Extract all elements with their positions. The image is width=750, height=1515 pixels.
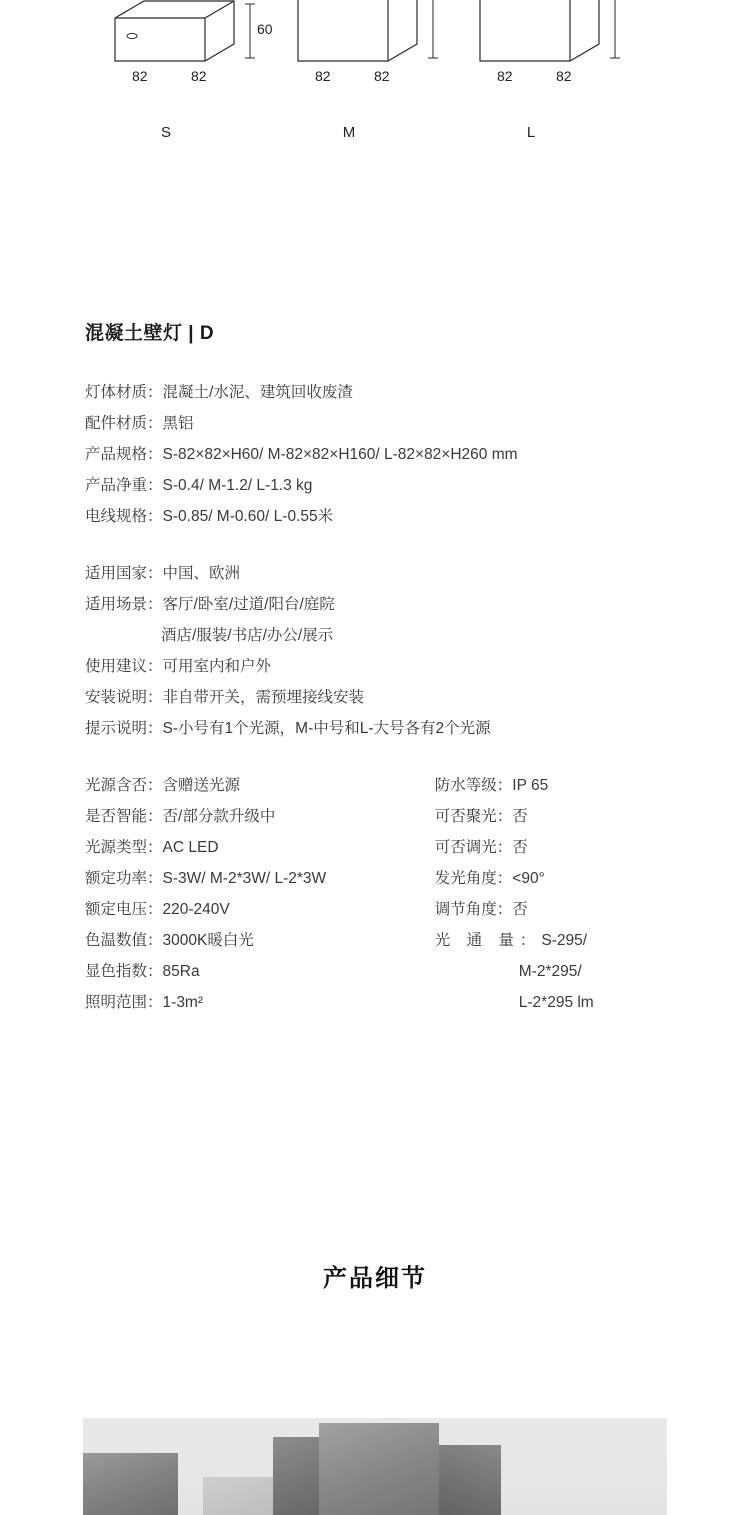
spec-row [85, 501, 665, 532]
spec-value: 含赠送光源 [162, 777, 241, 794]
spec-key: 光源类型 ： [85, 832, 163, 863]
spec-value: AC LED [162, 839, 219, 856]
spec-key: 灯体材质 ： [85, 377, 163, 408]
spec-row [85, 470, 665, 501]
spec-value: 客厅/卧室/过道/阳台/庭院 [162, 596, 335, 613]
box-l-width-right-label: 82 [556, 68, 572, 84]
section-heading-detail: 产品细节 [323, 1265, 427, 1292]
product-spec-block [85, 318, 665, 1018]
spec-value: 220-240V [162, 901, 230, 918]
spec-value: 混凝土/水泥、建筑回收废渣 [162, 384, 353, 401]
dimension-diagram [0, 0, 750, 160]
spec-key: 光源含否 ： [85, 770, 163, 801]
spec-value: 可用室内和户外 [162, 658, 272, 675]
spec-row [85, 408, 665, 439]
product-detail-photo [83, 1418, 667, 1515]
spec-value: IP 65 [512, 777, 549, 794]
box-l-width-left-label: 82 [497, 68, 513, 84]
spec-row [435, 832, 665, 863]
spec-key: 显色指数 ： [85, 956, 163, 987]
spec-row [85, 713, 665, 744]
box-l-size-letter: L [526, 124, 536, 141]
spec-row [85, 558, 665, 589]
box-s-size-letter: S [160, 124, 171, 141]
spec-key: 光 通 量 ： [435, 925, 542, 956]
spec-key: 适用国家 ： [85, 558, 163, 589]
spec-row [85, 894, 435, 925]
spec-key: 色温数值 ： [85, 925, 163, 956]
spec-row [85, 377, 665, 408]
spec-key: 可否聚光 ： [435, 801, 513, 832]
spec-value-continued: M-2*295/ [518, 963, 582, 980]
spec-value: 中国、欧洲 [162, 565, 241, 582]
spec-key: 照明范围 ： [85, 987, 163, 1018]
spec-key: 适用场景 ： [85, 589, 163, 620]
spec-row [85, 682, 665, 713]
spec-row [435, 925, 665, 956]
spec-key: 电线规格 ： [85, 501, 163, 532]
box-m-width-left-label: 82 [315, 68, 331, 84]
spec-key: 可否调光 ： [435, 832, 513, 863]
spec-value: 1-3m² [162, 994, 204, 1011]
photo-shape-d [439, 1445, 501, 1515]
spacer [85, 532, 665, 558]
spec-value: 否 [512, 839, 528, 856]
spec-value: 否 [512, 808, 528, 825]
box-s-width-left-label: 82 [132, 68, 148, 84]
spec-row [85, 925, 435, 956]
spec-column-left [85, 770, 435, 1018]
spec-key: 是否智能 ： [85, 801, 163, 832]
box-m-width-right-label: 82 [374, 68, 390, 84]
spec-row [85, 863, 435, 894]
box-l-height-dim-icon [607, 0, 635, 62]
dimension-box-m [293, 0, 423, 141]
spec-row [85, 801, 435, 832]
spec-key: 额定电压 ： [85, 894, 163, 925]
spec-value: S-3W/ M-2*3W/ L-2*3W [162, 870, 327, 887]
spec-key: 调节角度 ： [435, 894, 513, 925]
spec-value: S-0.4/ M-1.2/ L-1.3 kg [162, 477, 313, 494]
spec-value: <90° [512, 870, 545, 887]
spec-value-continued: L-2*295 lm [518, 994, 594, 1011]
spec-row [435, 894, 665, 925]
box-l-icon [475, 0, 605, 62]
spec-row [435, 770, 665, 801]
spec-value: 否 [512, 901, 528, 918]
spec-value: 黑铝 [162, 415, 194, 432]
spec-row [435, 801, 665, 832]
spec-key: 防水等级 ： [435, 770, 513, 801]
spec-key: 安装说明 ： [85, 682, 163, 713]
spec-row [85, 770, 435, 801]
spec-key: 提示说明 ： [85, 713, 163, 744]
box-m-size-letter: M [342, 124, 356, 141]
spec-group-usage [85, 558, 665, 744]
spec-row [85, 832, 435, 863]
spec-key: 额定功率 ： [85, 863, 163, 894]
spec-column-right [435, 770, 665, 1018]
spec-value: 3000K暖白光 [162, 932, 254, 949]
spec-value: 否/部分款升级中 [162, 808, 276, 825]
photo-shape-c [319, 1423, 439, 1515]
photo-shape-a [83, 1453, 178, 1515]
spec-key: 产品规格 ： [85, 439, 163, 470]
photo-shape-light [203, 1477, 275, 1515]
box-s-icon [110, 0, 240, 62]
box-m-height-dim-icon [425, 0, 453, 62]
spec-row [85, 651, 665, 682]
spec-key: 发光角度 ： [435, 863, 513, 894]
spec-key: 产品净重 ： [85, 470, 163, 501]
spec-key: 使用建议 ： [85, 651, 163, 682]
spec-row [435, 863, 665, 894]
spec-value: S-0.85/ M-0.60/ L-0.55米 [162, 508, 334, 525]
spec-value: 85Ra [162, 963, 200, 980]
dimension-box-s [110, 0, 273, 141]
dimension-box-l [475, 0, 605, 141]
box-s-width-right-label: 82 [191, 68, 207, 84]
page-title: 混凝土壁灯 | D [85, 323, 215, 344]
spec-value-continued: 酒店/服装/书店/办公/展示 [161, 627, 334, 644]
box-s-height-label: 60 [257, 21, 273, 37]
spec-row [85, 987, 435, 1018]
spec-row [85, 956, 435, 987]
spec-group-basic [85, 377, 665, 532]
spec-value: S-82×82×H60/ M-82×82×H160/ L-82×82×H260 mm [162, 446, 518, 463]
spec-key: 配件材质 ： [85, 408, 163, 439]
box-m-icon [293, 0, 423, 62]
spec-row [85, 589, 665, 620]
spec-group-technical [85, 770, 665, 1018]
spec-row [85, 439, 665, 470]
spec-value: S-小号有1个光源，M-中号和L-大号各有2个光源 [162, 720, 491, 737]
spec-value: S-295/ [541, 932, 588, 949]
spec-value: 非自带开关，需预埋接线安装 [162, 689, 365, 706]
